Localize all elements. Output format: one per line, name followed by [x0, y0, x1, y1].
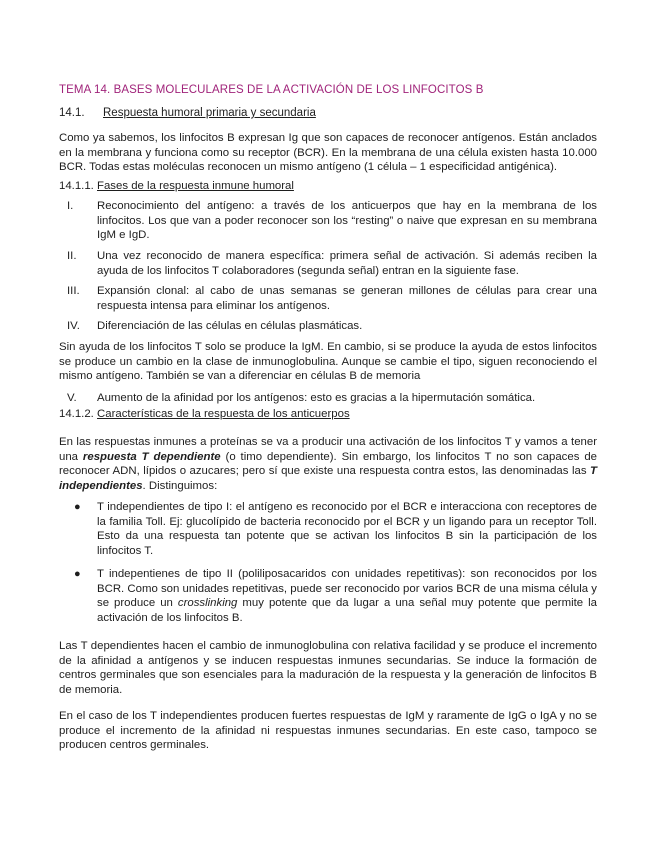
subsection-title: Características de la respuesta de los anticuerpos: [97, 408, 350, 420]
subsection-number: 14.1.1.: [59, 180, 94, 192]
phase-text: Una vez reconocido de manera específica: primera señal de activación. Si además reciben la ayuda de los linfocitos T colaboradores (segunda señal) entran en la siguiente fase.: [97, 250, 597, 277]
text-run: (o timo dependiente). Sin embargo, los linfocitos T no son capaces de reconocer ADN, lípidos o azucares; pero sí que existe una respuesta contra estos, las denominadas las: [59, 450, 597, 478]
phase-numeral: II.: [67, 250, 77, 262]
phase-item: [59, 284, 597, 313]
phase-item: [59, 319, 597, 334]
term-crosslinking: crosslinking: [177, 597, 238, 610]
phase-text: Aumento de la afinidad por los antígenos: esto es gracias a la hipermutación somática.: [97, 392, 536, 404]
phase-text: Reconocimiento del antígeno: a través de los anticuerpos que hay en la membrana de los linfocitos. Los que van a poder reconocer son los “resting” o naive que expresan en su membrana IgM e IgD.: [97, 200, 597, 242]
phase-item: [59, 199, 597, 243]
intro-paragraph: Como ya sabemos, los linfocitos B expresan Ig que son capaces de reconocer antígenos. Están anclados en la membrana y funciona como su receptor (BCR). En la membrana de una célula existen hasta 10.000 BCR. Todas estas moléculas reconocen un mismo antígeno (1 célula – 1 especificidad antigénica).: [59, 132, 597, 174]
bullet-dot-icon: ●: [74, 568, 81, 580]
bullet-text: T independientes de tipo I: el antígeno es reconocido por el BCR e interacciona con receptores de la familia Toll. Ej: glucolípido de bacteria reconocido por el BCR y un ligando para un receptor Toll. Esto da una respuesta tan potente que se activan los linfocitos B sin la participación de los linfocitos T.: [97, 501, 597, 557]
term-t-dependiente: respuesta T dependiente: [82, 450, 221, 463]
subsection-title: Fases de la respuesta inmune humoral: [97, 180, 294, 192]
bullet-dot-icon: ●: [74, 501, 81, 513]
text-run: . Distinguimos:: [142, 479, 218, 492]
section-number: 14.1.: [59, 107, 85, 119]
subsection-heading-1: [59, 179, 597, 194]
antibody-response-paragraph: [59, 435, 597, 493]
section-title: Respuesta humoral primaria y secundaria: [103, 107, 316, 119]
document-title: TEMA 14. BASES MOLECULARES DE LA ACTIVACIÓN DE LOS LINFOCITOS B: [59, 84, 484, 96]
term-t-independientes: T independientes: [59, 465, 597, 492]
phase-numeral: V.: [67, 392, 77, 404]
phase-numeral: IV.: [67, 320, 80, 332]
phase-item: [59, 391, 597, 406]
section-heading: [59, 106, 597, 121]
phase-item: [59, 249, 597, 278]
help-paragraph: Sin ayuda de los linfocitos T solo se produce la IgM. En cambio, si se produce la ayuda de estos linfocitos se produce un cambio en la clase de inmunoglobulina. Aunque se cambie el tipo, siguen reconociendo el mismo antígeno. También se van a diferenciar en células B de memoria: [59, 341, 597, 383]
phase-text: Expansión clonal: al cabo de unas semanas se generan millones de células para crear una respuesta intensa para eliminar los antígenos.: [97, 285, 597, 312]
text-run: En las respuestas inmunes a proteínas se va a producir una activación de los linfocitos T y vamos a tener una: [59, 436, 597, 463]
phase-numeral: III.: [67, 285, 80, 297]
subsection-heading-2: [59, 407, 597, 422]
bullet-text: T indepentienes de tipo II (poliliposacaridos con unidades repetitivas): son reconocidos por los BCR. Como son unidades repetitivas, puede ser reconocido por varios BCR de una misma célula y se produce un crosslinking muy potente que da lugar a una señal muy potente que permite la activación de los linfocitos B.: [97, 568, 597, 624]
phase-numeral: I.: [67, 200, 74, 212]
phase-text: Diferenciación de las células en células plasmáticas.: [97, 320, 363, 332]
t-independent-paragraph: En el caso de los T independientes producen fuertes respuestas de IgM y raramente de IgG o IgA y no se produce el incremento de la afinidad ni respuestas inmunes secundarias. En este caso, tampoco se producen centros germinales.: [59, 710, 597, 752]
subsection-number: 14.1.2.: [59, 408, 94, 420]
t-dependent-paragraph: Las T dependientes hacen el cambio de inmunoglobulina con relativa facilidad y se produce el incremento de la afinidad a antígenos y se inducen respuestas inmunes secundarias. Se induce la formación de centros germinales que son esenciales para la maduración de la respuesta y la generación de linfocitos B de memoria.: [59, 640, 597, 696]
bullet-item: [72, 567, 597, 625]
bullet-item: [72, 500, 597, 558]
